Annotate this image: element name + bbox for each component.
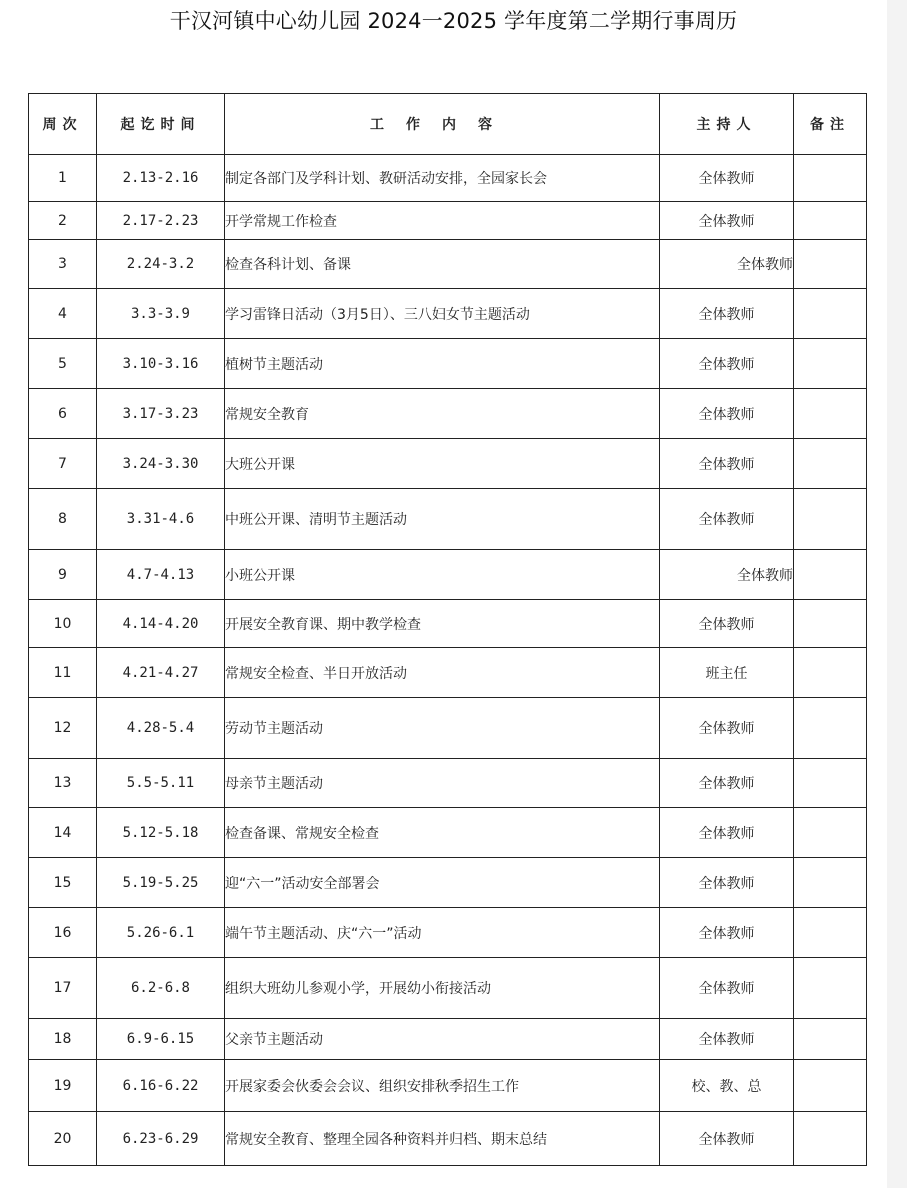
content-cell: 迎“六一”活动安全部署会	[225, 858, 660, 908]
table-row	[29, 808, 867, 858]
week-cell: 9	[29, 550, 97, 600]
table-row	[29, 202, 867, 240]
header-date-range: 起讫时间	[97, 94, 225, 155]
host-cell: 校、教、总	[660, 1060, 794, 1112]
note-cell	[794, 240, 867, 289]
note-cell	[794, 958, 867, 1019]
host-cell: 全体教师	[660, 1019, 794, 1060]
content-cell: 植树节主题活动	[225, 339, 660, 389]
content-cell: 劳动节主题活动	[225, 698, 660, 759]
week-cell: 20	[29, 1112, 97, 1166]
table-row	[29, 155, 867, 202]
content-cell: 检查备课、常规安全检查	[225, 808, 660, 858]
table-row	[29, 1112, 867, 1166]
note-cell	[794, 389, 867, 439]
note-cell	[794, 698, 867, 759]
note-cell	[794, 289, 867, 339]
table-row	[29, 759, 867, 808]
table-row	[29, 240, 867, 289]
content-cell: 常规安全教育	[225, 389, 660, 439]
note-cell	[794, 908, 867, 958]
week-cell: 18	[29, 1019, 97, 1060]
note-cell	[794, 759, 867, 808]
table-row	[29, 908, 867, 958]
content-cell: 小班公开课	[225, 550, 660, 600]
content-cell: 大班公开课	[225, 439, 660, 489]
table-header-row	[29, 94, 867, 155]
week-cell: 11	[29, 648, 97, 698]
content-cell: 检查各科计划、备课	[225, 240, 660, 289]
note-cell	[794, 648, 867, 698]
host-cell: 全体教师	[660, 439, 794, 489]
date-cell: 4.21-4.27	[97, 648, 225, 698]
date-cell: 5.5-5.11	[97, 759, 225, 808]
date-cell: 3.17-3.23	[97, 389, 225, 439]
date-cell: 5.12-5.18	[97, 808, 225, 858]
host-cell: 全体教师	[660, 1112, 794, 1166]
host-cell: 全体教师	[660, 600, 794, 648]
content-cell: 端午节主题活动、庆“六一”活动	[225, 908, 660, 958]
content-cell: 中班公开课、清明节主题活动	[225, 489, 660, 550]
note-cell	[794, 550, 867, 600]
week-cell: 17	[29, 958, 97, 1019]
date-cell: 6.16-6.22	[97, 1060, 225, 1112]
date-cell: 3.31-4.6	[97, 489, 225, 550]
date-cell: 4.14-4.20	[97, 600, 225, 648]
table-row	[29, 289, 867, 339]
note-cell	[794, 858, 867, 908]
week-cell: 4	[29, 289, 97, 339]
date-cell: 2.17-2.23	[97, 202, 225, 240]
table-row	[29, 550, 867, 600]
date-cell: 2.24-3.2	[97, 240, 225, 289]
content-cell: 制定各部门及学科计划、教研活动安排，全园家长会	[225, 155, 660, 202]
note-cell	[794, 202, 867, 240]
table-row	[29, 439, 867, 489]
date-cell: 4.7-4.13	[97, 550, 225, 600]
week-cell: 13	[29, 759, 97, 808]
note-cell	[794, 155, 867, 202]
content-cell: 开展家委会伙委会会议、组织安排秋季招生工作	[225, 1060, 660, 1112]
week-cell: 1	[29, 155, 97, 202]
week-cell: 16	[29, 908, 97, 958]
host-cell: 全体教师	[660, 808, 794, 858]
table-row	[29, 600, 867, 648]
date-cell: 6.2-6.8	[97, 958, 225, 1019]
date-cell: 3.3-3.9	[97, 289, 225, 339]
content-cell: 开展安全教育课、期中教学检查	[225, 600, 660, 648]
host-cell: 班主任	[660, 648, 794, 698]
table-row	[29, 339, 867, 389]
content-cell: 开学常规工作检查	[225, 202, 660, 240]
host-cell: 全体教师	[660, 202, 794, 240]
host-cell: 全体教师	[660, 958, 794, 1019]
week-cell: 12	[29, 698, 97, 759]
table-row	[29, 1019, 867, 1060]
content-cell: 父亲节主题活动	[225, 1019, 660, 1060]
page-title: 干汉河镇中心幼儿园 2024一2025 学年度第二学期行事周历	[169, 9, 738, 33]
host-cell: 全体教师	[660, 339, 794, 389]
table-row	[29, 958, 867, 1019]
week-cell: 10	[29, 600, 97, 648]
table-row	[29, 858, 867, 908]
table-row	[29, 648, 867, 698]
header-work-content: 工作内容	[225, 94, 660, 155]
date-cell: 2.13-2.16	[97, 155, 225, 202]
week-cell: 7	[29, 439, 97, 489]
note-cell	[794, 339, 867, 389]
note-cell	[794, 808, 867, 858]
date-cell: 5.26-6.1	[97, 908, 225, 958]
note-cell	[794, 1019, 867, 1060]
table-row	[29, 1060, 867, 1112]
note-cell	[794, 439, 867, 489]
host-cell: 全体教师	[660, 858, 794, 908]
date-cell: 3.10-3.16	[97, 339, 225, 389]
table-row	[29, 389, 867, 439]
note-cell	[794, 1112, 867, 1166]
header-week: 周次	[29, 94, 97, 155]
date-cell: 3.24-3.30	[97, 439, 225, 489]
note-cell	[794, 1060, 867, 1112]
header-note: 备注	[794, 94, 867, 155]
host-cell: 全体教师	[660, 759, 794, 808]
host-cell: 全体教师	[660, 489, 794, 550]
week-cell: 6	[29, 389, 97, 439]
host-cell: 全体教师	[660, 389, 794, 439]
page-edge-strip	[887, 0, 907, 1188]
content-cell: 母亲节主题活动	[225, 759, 660, 808]
date-cell: 5.19-5.25	[97, 858, 225, 908]
week-cell: 2	[29, 202, 97, 240]
week-cell: 8	[29, 489, 97, 550]
host-cell: 全体教师	[660, 240, 794, 289]
content-cell: 常规安全检查、半日开放活动	[225, 648, 660, 698]
week-cell: 3	[29, 240, 97, 289]
content-cell: 学习雷锋日活动（3月5日）、三八妇女节主题活动	[225, 289, 660, 339]
note-cell	[794, 600, 867, 648]
week-cell: 5	[29, 339, 97, 389]
host-cell: 全体教师	[660, 289, 794, 339]
week-cell: 15	[29, 858, 97, 908]
host-cell: 全体教师	[660, 908, 794, 958]
weekly-calendar-table	[28, 93, 867, 1166]
note-cell	[794, 489, 867, 550]
table-row	[29, 698, 867, 759]
date-cell: 4.28-5.4	[97, 698, 225, 759]
host-cell: 全体教师	[660, 698, 794, 759]
week-cell: 19	[29, 1060, 97, 1112]
host-cell: 全体教师	[660, 155, 794, 202]
content-cell: 组织大班幼儿参观小学，开展幼小衔接活动	[225, 958, 660, 1019]
week-cell: 14	[29, 808, 97, 858]
content-cell: 常规安全教育、整理全园各种资料并归档、期末总结	[225, 1112, 660, 1166]
host-cell: 全体教师	[660, 550, 794, 600]
header-host: 主持人	[660, 94, 794, 155]
table-row	[29, 489, 867, 550]
date-cell: 6.9-6.15	[97, 1019, 225, 1060]
date-cell: 6.23-6.29	[97, 1112, 225, 1166]
